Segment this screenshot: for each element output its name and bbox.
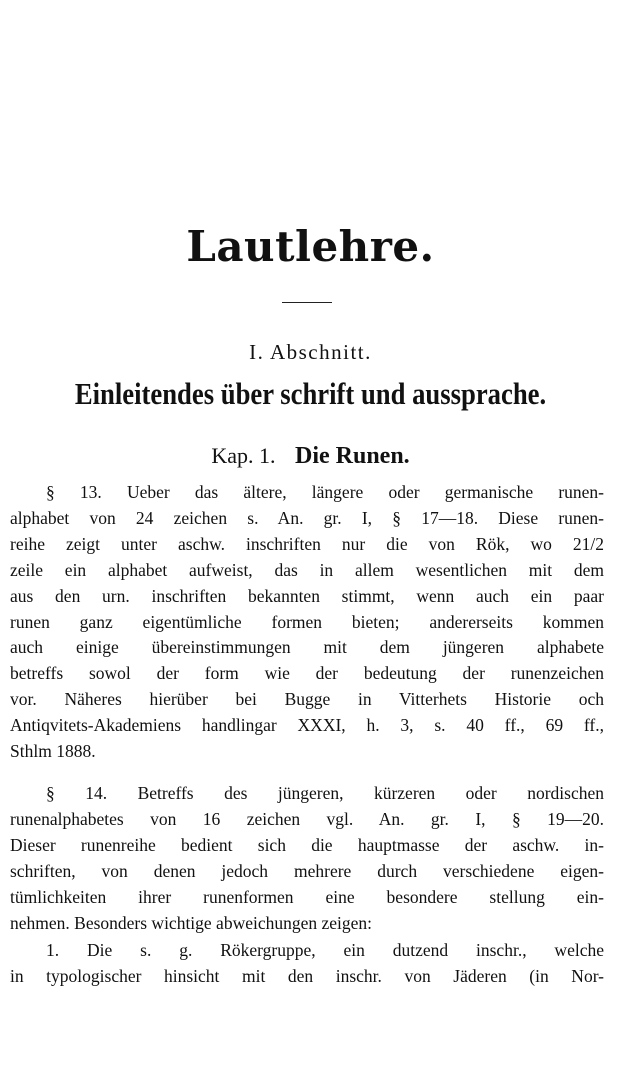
paragraph-list-1 — [10, 938, 604, 990]
text-line: alphabet von 24 zeichen s. An. gr. I, § 17—18. Diese runen- — [10, 507, 604, 528]
text-line: in typologischer hinsicht mit den inschr. von Jäderen (in Nor- — [10, 965, 604, 986]
paragraph-14 — [10, 781, 604, 936]
page-title: Lautlehre. — [186, 222, 435, 271]
section-title: Einleitendes über schrift und aussprache. — [74, 376, 547, 411]
text-line: betreffs sowol der form wie der bedeutung der runenzeichen — [10, 663, 604, 684]
text-line: zeile ein alphabet aufweist, das in allem wesentlichen mit dem — [10, 559, 604, 580]
text-line: nehmen. Besonders wichtige abweichungen zeigen: — [10, 912, 373, 933]
chapter-title: Die Runen. — [294, 443, 410, 469]
text-line: Sthlm 1888. — [10, 741, 96, 762]
text-line: reihe zeigt unter aschw. inschriften nur die von Rök, wo 21/2 — [10, 533, 604, 554]
text-line: Dieser runenreihe bedient sich die hauptmasse der aschw. in- — [10, 834, 604, 855]
text-line: tümlichkeiten ihrer runenformen eine besondere stellung ein- — [10, 886, 604, 907]
text-line: auch einige übereinstimmungen mit dem jüngeren alphabete — [10, 637, 604, 658]
chapter-number: Kap. 1. — [211, 443, 276, 468]
text-line: Antiqvitets-Akademiens handlingar XXXI, h. 3, s. 40 ff., 69 ff., — [10, 715, 604, 736]
text-line: § 14. Betreffs des jüngeren, kürzeren oder nordischen — [46, 783, 604, 803]
text-line: vor. Näheres hierüber bei Bugge in Vitterhets Historie och — [10, 689, 604, 710]
paragraph-13 — [10, 480, 604, 765]
text-line: 1. Die s. g. Rökergruppe, ein dutzend inschr., welche — [46, 940, 604, 960]
text-line: runenalphabetes von 16 zeichen vgl. An. gr. I, § 19—20. — [10, 808, 604, 829]
text-line: runen ganz eigentümliche formen bieten; andererseits kommen — [10, 611, 604, 632]
section-label: I. Abschnitt. — [249, 340, 372, 364]
chapter-heading — [0, 443, 621, 470]
text-line: schriften, von denen jedoch mehrere durch verschiedene eigen- — [10, 860, 604, 881]
text-line: § 13. Ueber das ältere, längere oder germanische runen- — [46, 482, 604, 502]
text-line: aus den urn. inschriften bekannten stimmt, wenn auch ein paar — [10, 585, 604, 606]
title-divider — [282, 302, 332, 303]
